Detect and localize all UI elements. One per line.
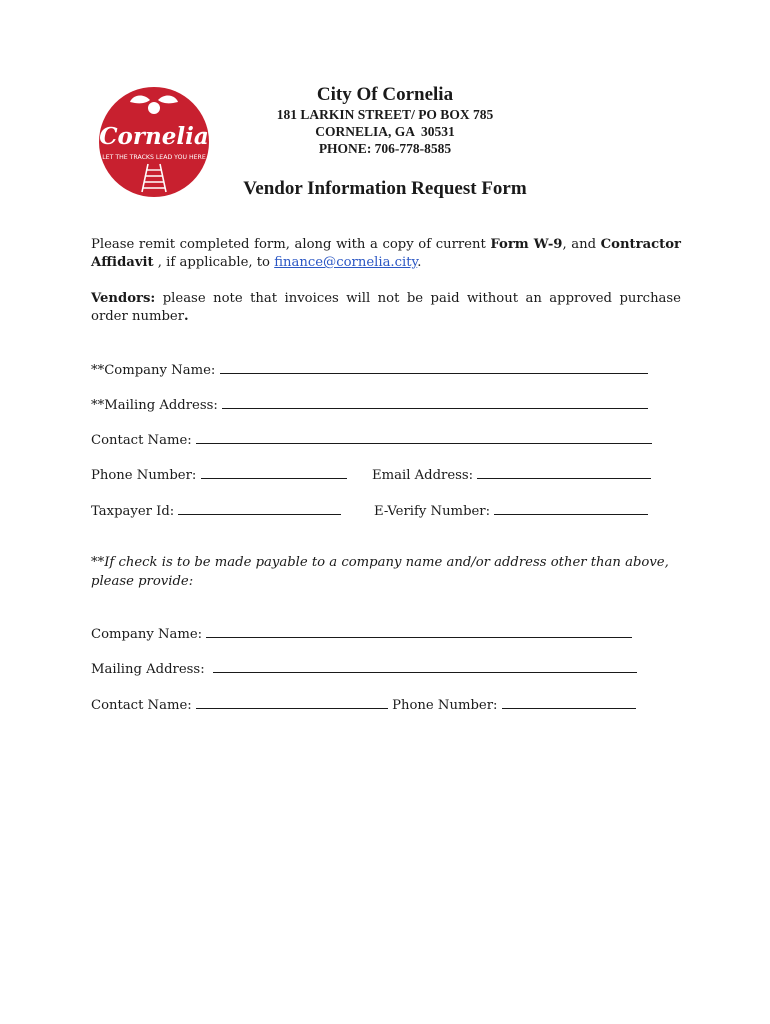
alt-phone-number-label: Phone Number: (392, 698, 498, 713)
city-state-zip: CORNELIA, GA 30531 (315, 124, 455, 139)
form-title: Vendor Information Request Form (243, 178, 527, 199)
alt-company-name-field (91, 624, 632, 642)
company-name-field (91, 360, 648, 378)
intro-text-4: . (417, 255, 422, 270)
mailing-address-field (91, 395, 648, 413)
alt-mailing-address-field (91, 659, 637, 677)
intro-text-2: , and (562, 237, 601, 252)
email-address-input[interactable] (477, 465, 651, 479)
intro-text-1: Please remit completed form, along with a copy of current (91, 237, 491, 252)
phone-number: PHONE: 706-778-8585 (318, 141, 452, 156)
company-name-input[interactable] (220, 360, 648, 374)
alternate-payee-note: **If check is to be made payable to a company name and/or address other than above, please provide: (91, 555, 669, 589)
alt-mailing-address-label: Mailing Address: (91, 662, 205, 677)
phone-number-input[interactable] (201, 465, 347, 479)
alt-contact-name-input[interactable] (196, 695, 388, 709)
everify-input[interactable] (494, 501, 648, 515)
contractor-affidavit-label: Contractor Affidavit (91, 237, 682, 270)
logo-tagline: LET THE TRACKS LEAD YOU HERE (102, 154, 206, 161)
alt-contact-name-label: Contact Name: (91, 698, 192, 713)
vendors-note (91, 290, 681, 326)
mailing-address-label: **Mailing Address: (91, 398, 218, 413)
email-address-field (372, 465, 651, 483)
taxpayer-id-label: Taxpayer Id: (91, 504, 175, 519)
logo-wordmark: Cornelia (99, 123, 209, 150)
alt-company-name-input[interactable] (206, 624, 632, 638)
mailing-address-input[interactable] (222, 395, 648, 409)
letterhead (225, 84, 545, 157)
alt-contact-phone-row (91, 695, 636, 713)
vendors-note-text: please note that invoices will not be paid without an approved purchase order number (91, 291, 681, 324)
taxpayer-id-field (91, 501, 341, 519)
contact-name-field (91, 430, 652, 448)
taxpayer-id-input[interactable] (178, 501, 341, 515)
form-w9-label: Form W-9 (490, 237, 563, 252)
alt-company-name-label: Company Name: (91, 627, 203, 642)
finance-email-link[interactable]: finance@cornelia.city (274, 255, 418, 270)
everify-field (374, 501, 648, 519)
alt-phone-number-input[interactable] (502, 695, 636, 709)
company-name-label: **Company Name: (91, 363, 216, 378)
everify-label: E-Verify Number: (374, 504, 491, 519)
contact-name-input[interactable] (196, 430, 652, 444)
intro-text-3: , if applicable, to (153, 255, 275, 270)
vendors-note-period: . (184, 309, 189, 324)
phone-number-label: Phone Number: (91, 468, 197, 483)
phone-number-field (91, 465, 347, 483)
email-address-label: Email Address: (372, 468, 474, 483)
alt-mailing-address-input[interactable] (213, 659, 637, 673)
street-address: 181 LARKIN STREET/ PO BOX 785 (276, 107, 494, 122)
vendors-label: Vendors: (91, 291, 156, 306)
contact-name-label: Contact Name: (91, 433, 192, 448)
intro-paragraph (91, 236, 681, 272)
city-name: City Of Cornelia (316, 84, 454, 105)
